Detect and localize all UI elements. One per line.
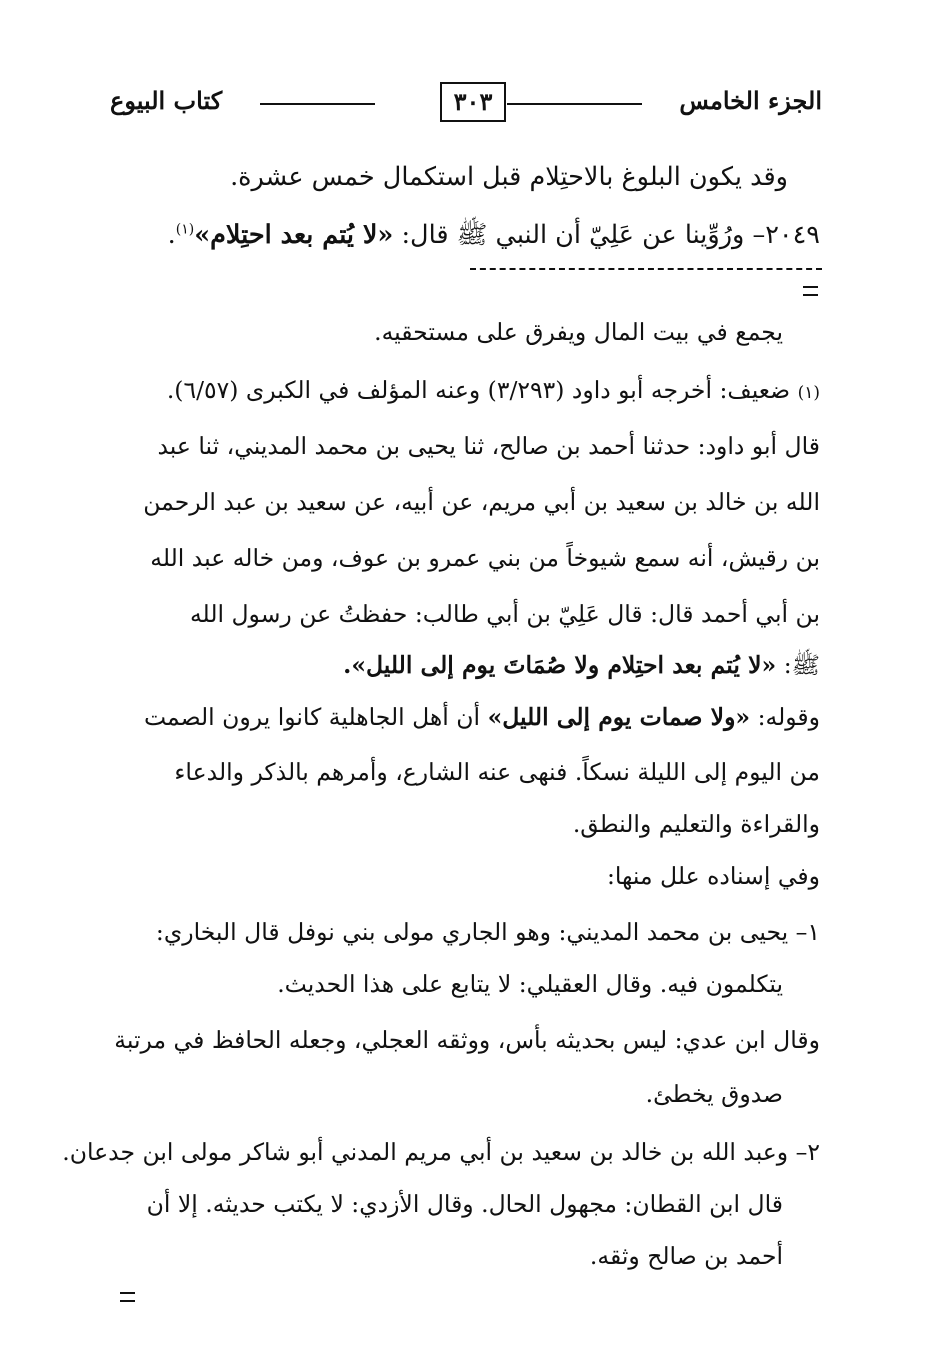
hadith-full-quote: «لا يُتم بعد احتِلام ولا صُمَاتَ يوم إلى الليل». [343, 651, 777, 679]
footnote-line: صدوق يخطئ. [645, 1080, 783, 1108]
footnote-text: ضعيف: أخرجه أبو داود (٣/٢٩٣) وعنه المؤلف في الكبرى (٦/٥٧). [166, 376, 791, 404]
header-rule-left [260, 103, 375, 105]
part-title: الجزء الخامس [679, 86, 822, 115]
footnote-line: أحمد بن صالح وثقه. [589, 1242, 783, 1270]
footnote-line: يتكلمون فيه. وقال العقيلي: لا يتابع على هذا الحديث. [277, 970, 783, 998]
book-title: كتاب البيوع [110, 86, 223, 115]
footnote-reference: (١) [175, 221, 195, 238]
footnote-marker: (١) [797, 383, 820, 403]
continuation-mark [120, 1292, 135, 1302]
hadith-2049 [168, 220, 820, 251]
saying-quote: «ولا صمات يوم إلى الليل» [487, 703, 751, 731]
hadith-quote: «لا يُتم بعد احتِلام» [194, 220, 394, 250]
hadith-intro: ورُوِّينا عن عَلِيّ أن النبي ﷺ قال: [401, 220, 745, 250]
continuation-line: يجمع في بيت المال ويفرق على مستحقيه. [374, 318, 783, 346]
saying-suffix: أن أهل الجاهلية كانوا يرون الصمت [143, 703, 481, 731]
saying-prefix: وقوله: [757, 703, 820, 731]
footnote-line: والقراءة والتعليم والنطق. [572, 810, 820, 838]
footnote-line: بن رقيش، أنه سمع شيوخاً من بني عمرو بن عوف، ومن خاله عبد الله [150, 544, 820, 572]
salutation: ﷺ: [783, 651, 820, 679]
header-rule-right [507, 103, 642, 105]
footnote-line: الله بن خالد بن سعيد بن أبي مريم، عن أبيه، عن سعيد بن عبد الرحمن [143, 488, 820, 516]
hadith-number: ٢٠٤٩– [752, 220, 820, 250]
footnote-line: وقال ابن عدي: ليس بحديثه بأس، ووثقه العجلي، وجعله الحافظ في مرتبة [114, 1026, 820, 1054]
period: . [167, 220, 176, 250]
footnote-line: بن أبي أحمد قال: قال عَلِيّ بن أبي طالب: حفظتُ عن رسول الله [189, 600, 820, 628]
footnote-line: ٢– وعبد الله بن خالد بن سعيد بن أبي مريم المدني أبو شاكر مولى ابن جدعان. [62, 1138, 820, 1166]
continuation-mark [803, 286, 818, 296]
footnote-line: قال أبو داود: حدثنا أحمد بن صالح، ثنا يحيى بن محمد المديني، ثنا عبد [157, 432, 820, 460]
footnote-separator [470, 268, 822, 270]
footnote-saying-line [144, 703, 820, 731]
footnote-line: ١– يحيى بن محمد المديني: وهو الجاري مولى بني نوفل قال البخاري: [155, 918, 820, 946]
footnote-line: قال ابن القطان: مجهول الحال. وقال الأزدي: لا يكتب حديثه. إلا أن [146, 1190, 783, 1218]
footnote-first-line [167, 376, 820, 404]
running-header [105, 80, 822, 124]
footnote-quote-line [343, 651, 820, 679]
main-text-line: وقد يكون البلوغ بالاحتِلام قبل استكمال خمس عشرة. [230, 162, 788, 192]
footnote-line: من اليوم إلى الليلة نسكاً. فنهى عنه الشارع، وأمرهم بالذكر والدعاء [174, 758, 820, 786]
page-number: ٣٠٣ [440, 82, 506, 122]
footnote-line: وفي إسناده علل منها: [606, 862, 820, 890]
